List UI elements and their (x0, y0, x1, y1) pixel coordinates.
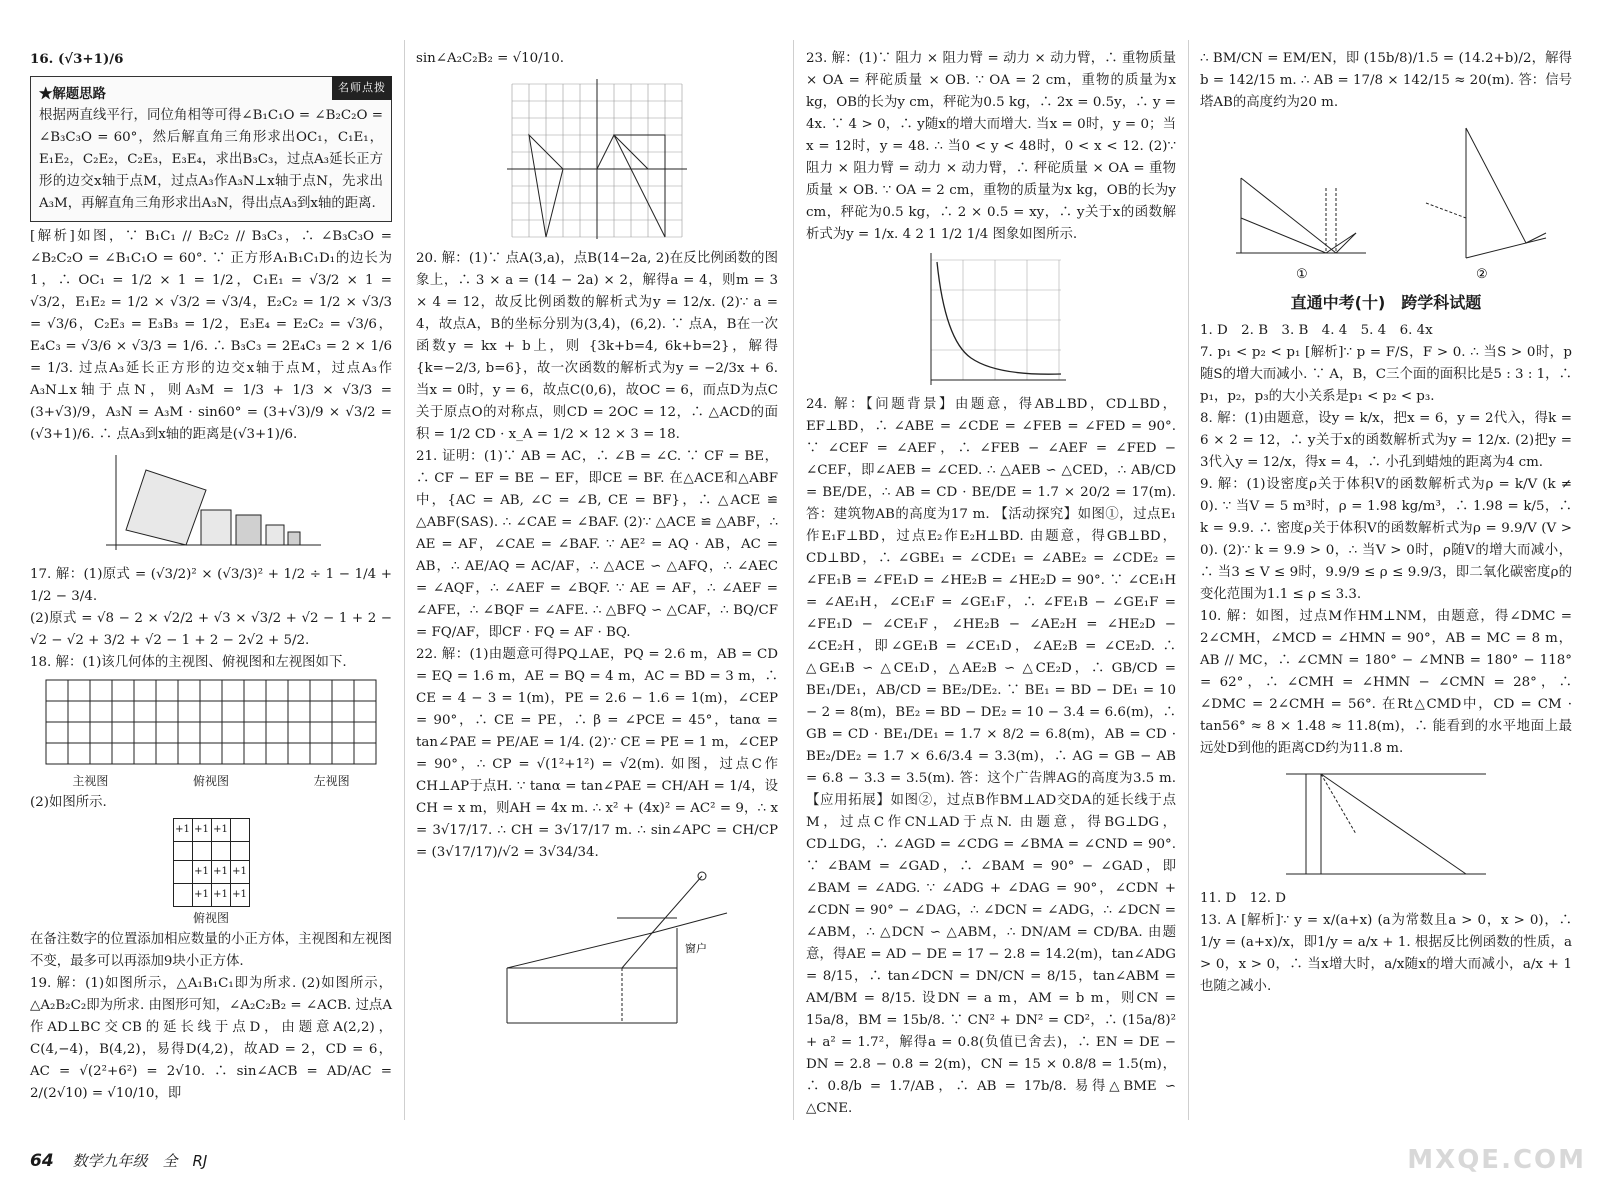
q18-part2: (2)如图所示. (30, 795, 107, 810)
q7-answer: 7. p₁ < p₂ < p₁ [解析]∵ p = F/S，F > 0. ∴ 当S > 0时，p随S的增大而减小. ∵ A，B，C三个面的面积比是5 : 3 : 1，∴ p₁，p₂，p₃的大小关系是p₁ < p₂ < p₃. (1200, 345, 1572, 404)
q17-part1: 17. 解：(1)原式 = (√3/2)² × (√3/3)² + 1/2 ÷ 1 − 1/4 + 1/2 − 3/4. (30, 567, 392, 604)
tip-tag: 名师点拨 (332, 76, 392, 100)
reflection-figures (1216, 118, 1556, 288)
book-title: 数学九年级 全 RJ (72, 1152, 208, 1170)
three-views-grid (41, 678, 381, 766)
page-footer (30, 1150, 207, 1171)
coordinate-grid-figure (502, 74, 692, 244)
q13-answer: 13. A [解析]∵ y = x/(a+x) (a为常数且a > 0，x > 0)，∴ 1/y = (a+x)/x，即1/y = a/x + 1. 根据反比例函数的性质，a > 0，x > 0，∴ 当x增大时，a/x随x的增大而减小，a/x + 1也随之减小. (1200, 913, 1572, 994)
page-number: 64 (30, 1151, 54, 1171)
watermark: MXQE.COM (1407, 1145, 1586, 1175)
column-2 (416, 48, 778, 1032)
tip-box (30, 76, 392, 222)
q23-answer: 23. 解：(1)∵ 阻力 × 阻力臂 = 动力 × 动力臂，∴ 重物质量 × OA = 秤砣质量 × OB. ∵ OA = 2 cm，重物的质量为x kg，OB的长为y cm，秤砣为0.5 kg，∴ 2x = 0.5y，∴ y = 4x. ∵ 4 > 0，∴ y随x的增大而增大. 当x = 0时，y = 0；当x = 12时，y = 48. ∴ 当0 < y < 48时，0 < x < 12. (2)∵ 阻力 × 阻力臂 = 动力 × 动力臂，∴ 秤砣质量 × OA = 重物质量 × OB. ∵ OA = 2 cm，重物的质量为x kg，OB的长为y cm，秤砣为0.5 kg，∴ 2 × 0.5 = xy，∴ y关于x的函数解析式为y = 1/x. 4 2 1 1/2 1/4 图象如图所示. (806, 51, 1176, 242)
window-light-figure (447, 868, 747, 1028)
section-title: 直通中考(十) 跨学科试题 (1290, 293, 1482, 312)
q16-answer: 16. (√3+1)/6 (30, 51, 124, 67)
squares-figure (96, 450, 326, 560)
q24-answer: 24. 解：【问题背景】由题意，得AB⊥BD，CD⊥BD，EF⊥BD，∴ ∠ABE = ∠CDE = ∠FEB = ∠FED = 90°. ∵ ∠CEF = ∠AEF，∴ ∠FEB − ∠AEF = ∠FED − ∠CEF，即∠AEB = ∠CED. ∴ △AEB ∽ △CED，∴ AB/CD = BE/DE，∴ AB = CD · BE/DE = 1.7 × 20/2 = 17(m). 答：建筑物AB的高度为17 m. 【活动探究】如图①，过点E₁作E₁F⊥BD，过点E₂作E₂H⊥BD. 由题意，得GB⊥BD，CD⊥BD，∴ ∠GBE₁ = ∠CDE₁ = ∠ABE₂ = ∠CDE₂ = ∠FE₁B = ∠FE₁D = ∠HE₂B = ∠HE₂D = 90°. ∵ ∠CE₁H = ∠AE₁H，∠CE₁F = ∠GE₁F，∴ ∠FE₁B − ∠GE₁F = ∠FE₁D − ∠CE₁F，∠HE₂B − ∠AE₂H = ∠HE₂D − ∠CE₂H，即∠GE₁B = ∠CE₁D，∠AE₂B = ∠CE₂D. ∴ △GE₁B ∽ △CE₁D，△AE₂B ∽ △CE₂D，∴ GB/CD = BE₁/DE₁，AB/CD = BE₂/DE₂. ∵ BE₁ = BD − DE₁ = 10 − 2 = 8(m)，BE₂ = BD − DE₂ = 10 − 3.4 = 6.6(m)，∴ GB = CD · BE₁/DE₁ = 1.7 × 8/2 = 6.8(m)，AB = CD · BE₂/DE₂ = 1.7 × 6.6/3.4 = 3.3(m)，∴ AG = GB − AB = 6.8 − 3.3 = 3.5(m). 答：这个广告牌AG的高度为3.5 m. 【应用拓展】如图②，过点B作BM⊥AD交DA的延长线于点M，过点C作CN⊥AD于点N. 由题意，得BG⊥DG，CD⊥DG，∴ ∠AGD = ∠CDG = ∠BMA = ∠CND = 90°. ∵ ∠BAM = ∠GAD，∴ ∠BAM = 90° − ∠GAD，即∠BAM = ∠ADG. ∵ ∠ADG + ∠DAG = 90°，∠CDN + ∠CDN = 90° − ∠DAG，∴ ∠DCN = ∠ADG，∴ ∠DCN = ∠ABM，∴ △DCN ∽ △ABM，∴ DN/AM = CD/BA. 由题意，得AE = AD − DE = 17 − 2.8 = 14.2(m)，tan∠ADG = 8/15，∴ tan∠DCN = DN/CN = 8/15，tan∠ABM = AM/BM = 8/15. 设DN = a m，AM = b m，则CN = 15a/8，BM = 15b/8. ∵ CN² + DN² = CD²，∴ (15a/8)² + a² = 1.7²，解得a = 0.8(负值已舍去)，∴ EN = DE − DN = 2.8 − 0.8 = 2(m)，CN = 15 × 0.8/8 = 1.5(m)，∴ 0.8/b = 1.7/AB，∴ AB = 17b/8. 易得△BME ∽ △CNE. (806, 397, 1176, 1116)
tip-title: ★解题思路 (39, 86, 106, 102)
column-4 (1200, 48, 1572, 998)
tip-text: 根据两直线平行，同位角相等可得∠B₁C₁O = ∠B₂C₂O = ∠B₃C₃O = 60°，然后解直角三角形求出OC₁，C₁E₁，E₁E₂，C₂E₂，C₂E₃，E₃E₄，求出B₃C₃，过点A₃延长正方形的边交x轴于点M，过点A₃作A₃N⊥x轴于点N，先求出A₃M，再解直角三角形求出A₃N，得出点A₃到x轴的距离. (39, 108, 383, 211)
column-divider (793, 40, 794, 1120)
window-label: 窗户 (685, 942, 707, 955)
q22-answer: 22. 解：(1)由题意可得PQ⊥AE，PQ = 2.6 m，AB = CD = EQ = 1.6 m，AE = BQ = 4 m，AC = BD = 3 m，∴ CE = 4 − 3 = 1(m)，PE = 2.6 − 1.6 = 1(m)，∠CEP = 90°，∴ CE = PE，∴ β = ∠PCE = 45°，tanα = tan∠PAE = PE/AE = 1/4. (2)∵ CE = PE = 1 m，∠CEP = 90°，∴ CP = √(1²+1²) = √2(m). 如图，过点C作CH⊥AP于点H. ∵ tanα = tan∠PAE = CH/AH = 1/4，设CH = x m，则AH = 4x m. ∴ x² + (4x)² = AC² = 9，∴ x = 3√17/17. ∴ CH = 3√17/17 m. ∴ sin∠APC = CH/CP = (3√17/17)/√2 = 3√34/34. (416, 647, 778, 860)
q17-part2: (2)原式 = √8 − 2 × √2/2 + √3 × √3/2 + √2 − 1 + 2 − √2 − √2 + 3/2 + √2 − 1 + 2 − 2√2 + 5/2. (30, 611, 392, 648)
mirror-figure (1276, 764, 1496, 884)
q24-continued: ∴ BM/CN = EM/EN，即 (15b/8)/1.5 = (14.2+b)/2，解得b = 142/15 m. ∴ AB = 17/8 × 142/15 ≈ 20(m). 答：信号塔AB的高度约为20 m. (1200, 51, 1572, 110)
top-view-caption: 俯视图 (192, 911, 229, 925)
q10-answer: 10. 解：如图，过点M作HM⊥NM，由题意，得∠DMC = 2∠CMH，∠MCD = ∠HMN = 90°，AB = MC = 8 m，AB // MC，∴ ∠CMN = 180° − ∠MNB = 180° − 118° = 62°，∴ ∠CMH = ∠HMN − ∠CMN = 28°，∴ ∠DMC = 2∠CMH = 56°. 在Rt△CMD中，CD = CM · tan56° ≈ 8 × 1.48 ≈ 11.8(m)，∴ 能看到的水平地面上最远处D到他的距离CD约为11.8 m. (1200, 609, 1572, 756)
q1-6-answers: 1. D 2. B 3. B 4. 4 5. 4 6. 4x (1200, 323, 1433, 338)
q20-answer: 20. 解：(1)∵ 点A(3,a)，点B(14−2a, 2)在反比例函数的图象上，∴ 3 × a = (14 − 2a) × 2，解得a = 4，则m = 3 × 4 = 12，故反比例函数的解析式为y = 12/x. (2)∵ a = 4，故点A，B的坐标分别为(3,4)，(6,2). ∵ 点A，B在一次函数y = kx + b上，则 {3k+b=4, 6k+b=2}，解得 {k=−2/3, b=6}，故一次函数的解析式为y = −2/3x + 6. 当x = 0时，y = 6，故点C(0,6)，故OC = 6，而点D为点C关于原点O的对称点，则CD = 2OC = 12，∴ △ACD的面积 = 1/2 CD · x_A = 1/2 × 12 × 3 = 18. (416, 251, 778, 442)
q9-answer: 9. 解：(1)设密度ρ关于体积V的函数解析式为ρ = k/V (k ≠ 0). ∵ 当V = 5 m³时，ρ = 1.98 kg/m³，∴ 1.98 = k/5，∴ k = 9.9. ∴ 密度ρ关于体积V的函数解析式为ρ = 9.9/V (V > 0). (2)∵ k = 9.9 > 0，∴ 当V > 0时，ρ随V的增大而减小，∴ 当3 ≤ V ≤ 9时，9.9/9 ≤ ρ ≤ 9.9/3，即二氧化碳密度ρ的变化范围为1.1 ≤ ρ ≤ 3.3. (1200, 477, 1572, 602)
inverse-function-graph (911, 250, 1071, 390)
top-view-label: 俯视图 (192, 774, 229, 788)
q18-part1: 18. 解：(1)该几何体的主视图、俯视图和左视图如下. (30, 655, 347, 670)
front-view-label: 主视图 (72, 774, 109, 788)
figure-1-label: ① (1296, 267, 1308, 282)
top-view-plus-grid: +1 +1 +1 +1 +1 +1 +1 +1 +1 (173, 818, 250, 907)
q18-part3: 在备注数字的位置添加相应数量的小正方体，主视图和左视图不变，最多可以再添加9块小正方体. (30, 932, 392, 969)
figure-2-label: ② (1476, 267, 1488, 282)
column-1 (30, 48, 392, 1105)
column-divider (1188, 40, 1189, 1120)
view-labels (30, 770, 392, 792)
side-view-label: 左视图 (313, 774, 350, 788)
q8-answer: 8. 解：(1)由题意，设y = k/x，把x = 6，y = 2代入，得k = 6 × 2 = 12，∴ y关于x的函数解析式为y = 12/x. (2)把y = 3代入y = 12/x，得x = 4，∴ 小孔到蜡烛的距离为4 cm. (1200, 411, 1572, 470)
q19-answer: 19. 解：(1)如图所示，△A₁B₁C₁即为所求. (2)如图所示，△A₂B₂C₂即为所求. 由图形可知，∠A₂C₂B₂ = ∠ACB. 过点A作AD⊥BC交CB的延长线于点D，由题意A(2,2)，C(4,−4)，B(4,2)，易得D(4,2)，故AD = 2，CD = 6，AC = √(2²+6²) = 2√10. ∴ sin∠ACB = AD/AC = 2/(2√10) = √10/10，即 (30, 976, 392, 1101)
q16-analysis: [解析]如图，∵ B₁C₁ // B₂C₂ // B₃C₃，∴ ∠B₃C₃O = ∠B₂C₂O = ∠B₁C₁O = 60°. ∵ 正方形A₁B₁C₁D₁的边长为1，∴ OC₁ = 1/2 × 1 = 1/2，C₁E₁ = √3/2 × 1 = √3/2，E₁E₂ = 1/2 × √3/2 = √3/4，E₂C₂ = 1/2 × √3/3 = √3/6，C₂E₃ = E₃B₃ = 1/2，E₃E₄ = E₂C₂ = √3/6，E₄C₃ = √3/6 × √3/3 = 1/6. ∴ B₃C₃ = 2E₄C₃ = 2 × 1/6 = 1/3. 过点A₃延长正方形的边交x轴于点M，过点A₃作A₃N⊥x轴于点N，则A₃M = 1/3 + 1/3 × √3/3 = (3+√3)/9，A₃N = A₃M · sin60° = (3+√3)/9 × √3/2 = (√3+1)/6. ∴ 点A₃到x轴的距离是(√3+1)/6. (30, 229, 392, 442)
column-divider (404, 40, 405, 1120)
q21-answer: 21. 证明：(1)∵ AB = AC，∴ ∠B = ∠C. ∵ CF = BE，∴ CF − EF = BE − EF，即CE = BF. 在△ACE和△ABF中，{AC = AB, ∠C = ∠B, CE = BF}，∴ △ACE ≌ △ABF(SAS). ∴ ∠CAE = ∠BAF. (2)∵ △ACE ≌ △ABF，∴ AE = AF，∠CAE = ∠BAF. ∵ AE² = AQ · AB，AC = AB，∴ AE/AQ = AC/AF，∴ △ACE ∽ △AFQ，∴ ∠AEC = ∠AQF，∴ ∠AEF = ∠BQF. ∵ AE = AF，∴ ∠AEF = ∠AFE，∴ ∠BQF = ∠AFE. ∴ △BFQ ∽ △CAF，∴ BQ/CF = FQ/AF，即CF · FQ = AF · BQ. (416, 449, 778, 640)
q11-12-answers: 11. D 12. D (1200, 891, 1286, 906)
column-3 (806, 48, 1176, 1120)
q19-continued: sin∠A₂C₂B₂ = √10/10. (416, 51, 564, 66)
